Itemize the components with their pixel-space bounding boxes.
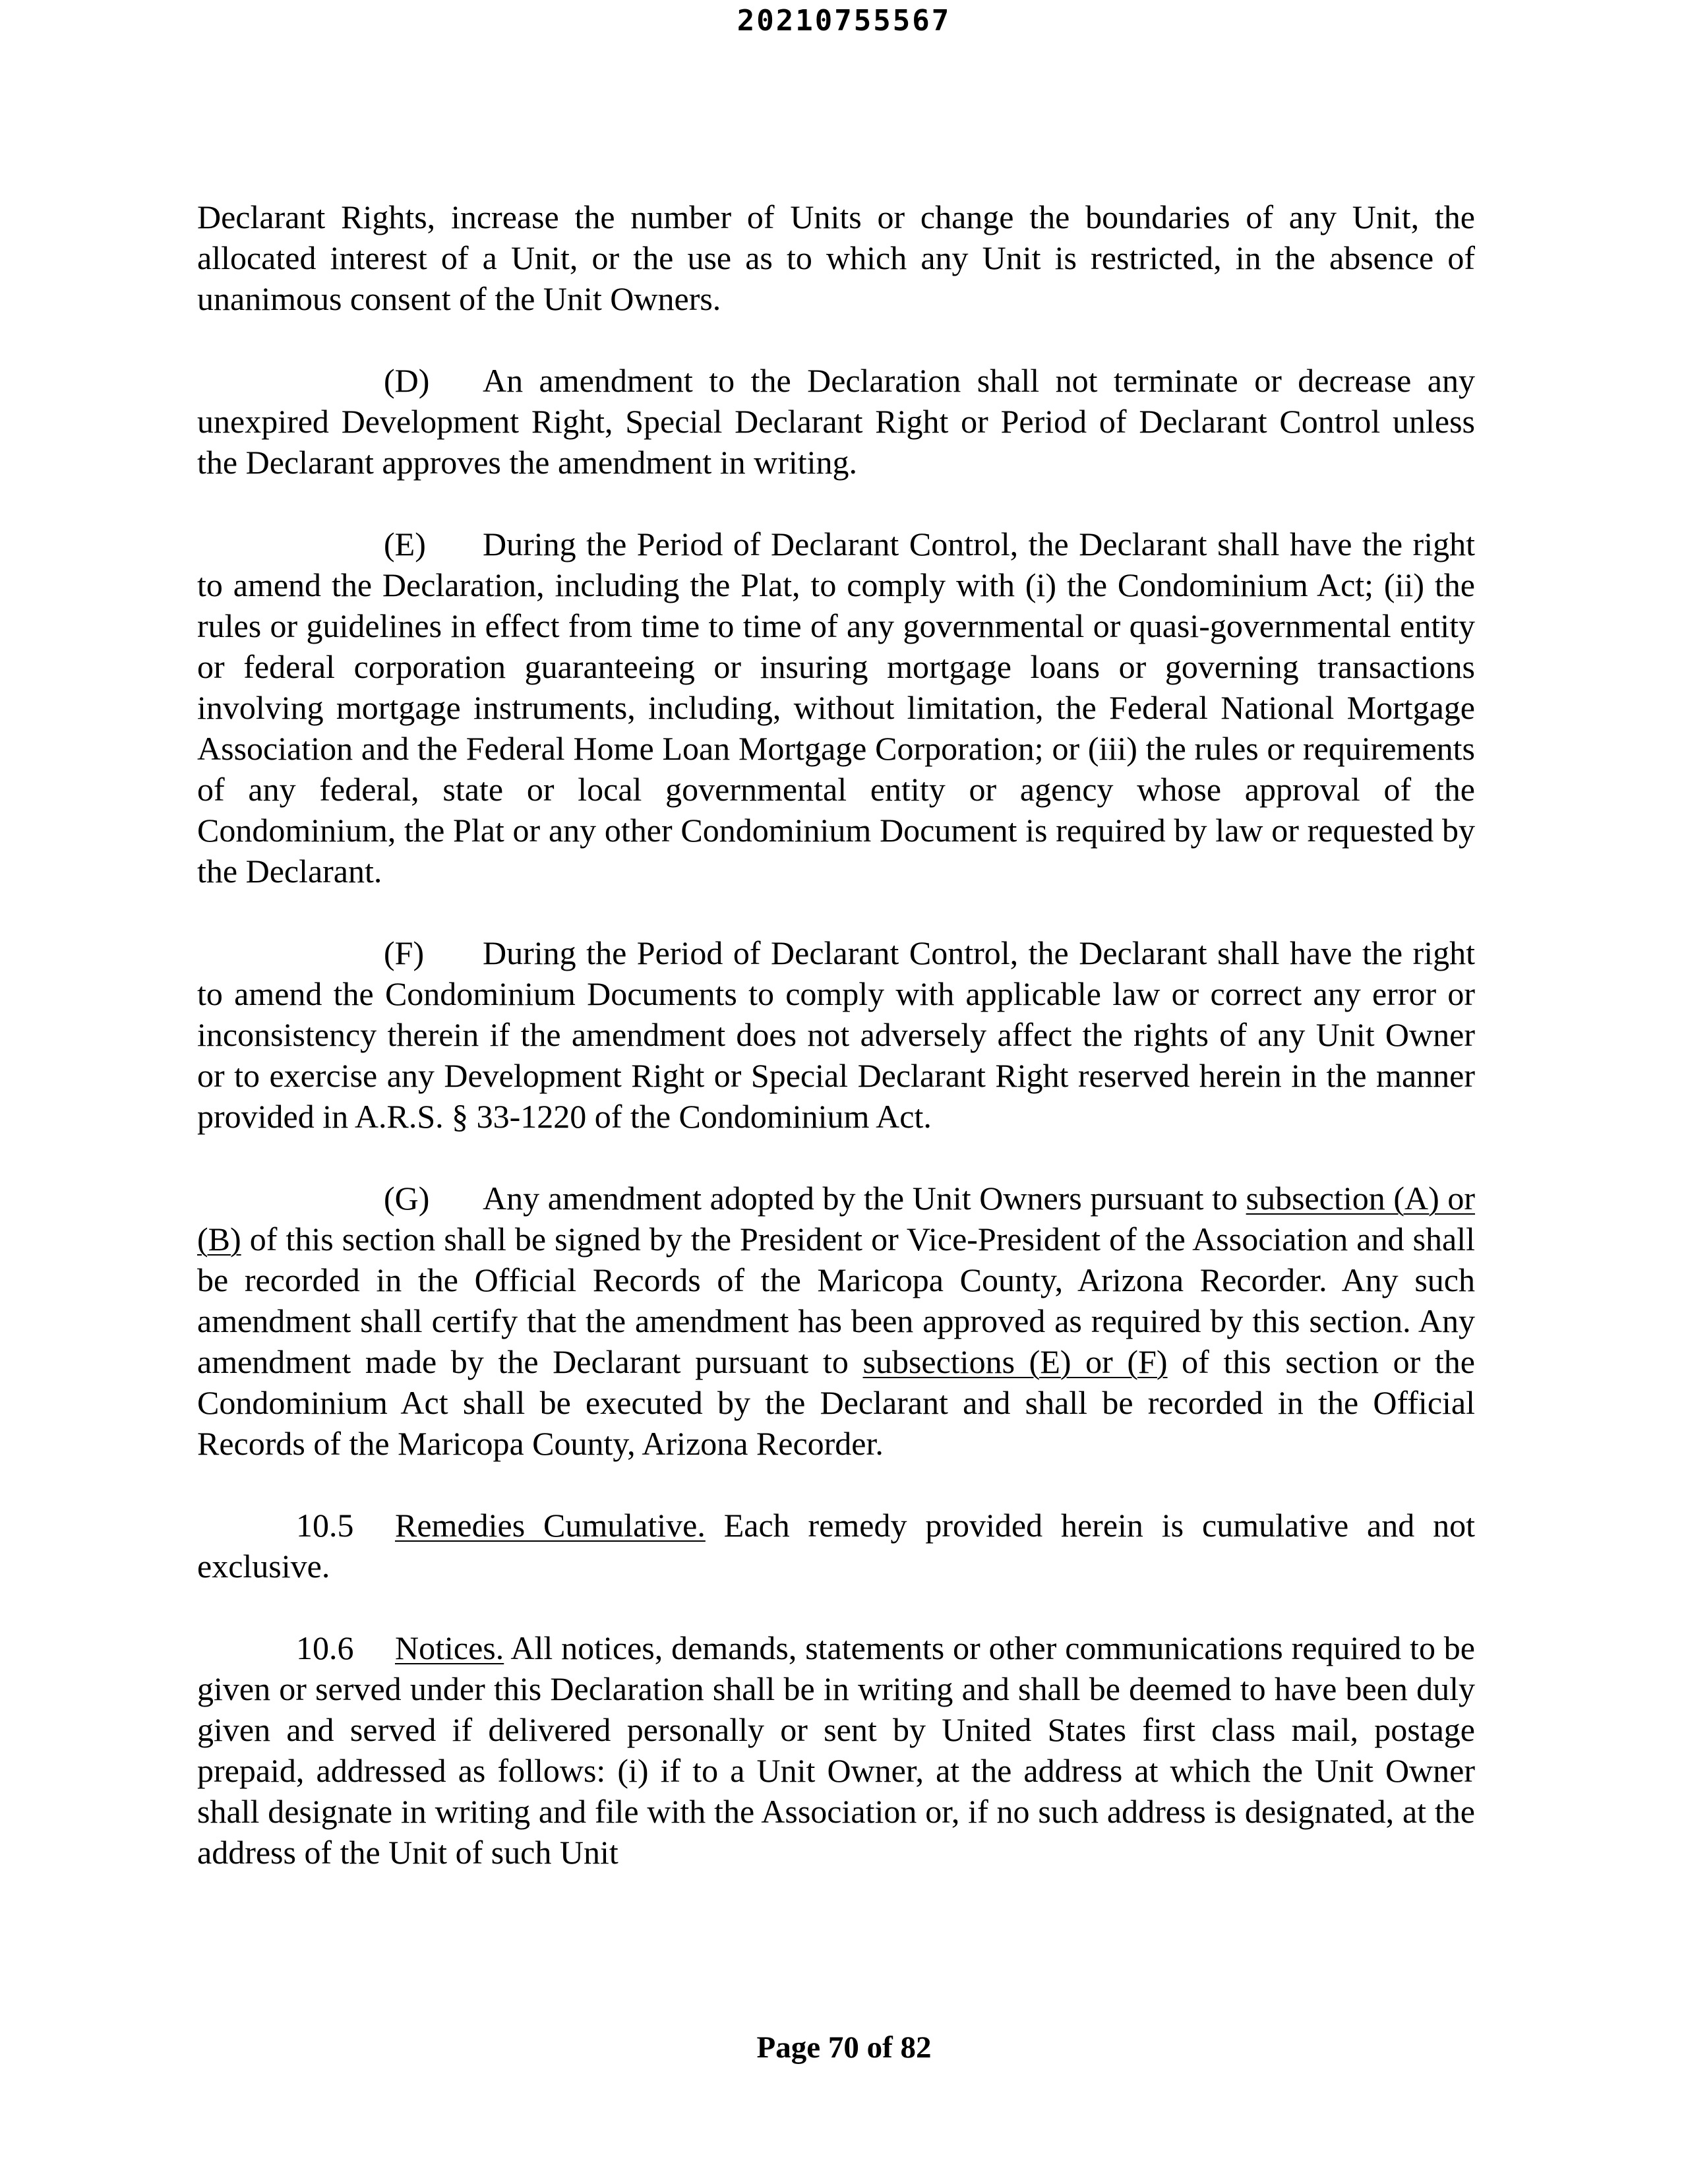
paragraph-d-text: An amendment to the Declaration shall not terminate or decrease any unexpired Development Right, Special Declarant Right or Period of Declarant Control unless the Declarant approves the amendment in writing. bbox=[197, 362, 1475, 481]
paragraph-f-label: (F) bbox=[384, 934, 425, 971]
paragraph-f-text: During the Period of Declarant Control, the Declarant shall have the right to amend the Condominium Documents to comply with applicable law or correct any error or inconsistency therein if the amendment does not adversely affect the rights of any Unit Owner or to exercise any Development Right or Special Declarant Right reserved herein in the manner provided in A.R.S. § 33-1220 of the Condominium Act. bbox=[197, 934, 1475, 1135]
paragraph-e-label: (E) bbox=[384, 526, 426, 562]
paragraph-continued: Declarant Rights, increase the number of Units or change the boundaries of any Unit, the allocated interest of a Unit, or the use as to which any Unit is restricted, in the absence of unanimous consent of the Unit Owners. bbox=[197, 198, 1475, 317]
paragraph-e-text: During the Period of Declarant Control, the Declarant shall have the right to amend the Declaration, including the Plat, to comply with (i) the Condominium Act; (ii) the rules or guidelines in effect from time to time of any governmental or quasi-governmental entity or federal corporation guaranteeing or insuring mortgage loans or governing transactions involving mortgage instruments, including, without limitation, the Federal National Mortgage Association and the Federal Home Loan Mortgage Corporation; or (iii) the rules or requirements of any federal, state or local governmental entity or agency whose approval of the Condominium, the Plat or any other Condominium Document is required by law or requested by the Declarant. bbox=[197, 526, 1475, 890]
section-10-5-text: Each remedy provided herein is cumulative and not exclusive. bbox=[197, 1507, 1476, 1585]
section-10-5 bbox=[197, 1505, 1475, 1587]
paragraph-g bbox=[197, 1178, 1475, 1464]
subsection-e-f-reference: subsections (E) or (F) bbox=[862, 1343, 1168, 1380]
recording-number: 20210755567 bbox=[737, 4, 951, 38]
paragraph-g-label: (G) bbox=[384, 1180, 430, 1217]
paragraph-d bbox=[197, 360, 1475, 483]
document-body bbox=[197, 197, 1475, 1873]
section-10-6-number: 10.6 bbox=[296, 1629, 354, 1666]
subsection-a-b-reference: subsection (A) or (B) bbox=[197, 1180, 1475, 1258]
paragraph-f bbox=[197, 932, 1475, 1137]
section-10-6 bbox=[197, 1627, 1475, 1873]
section-10-6-title: Notices. bbox=[395, 1629, 504, 1666]
paragraph-g-text-2: of this section shall be signed by the President or Vice-President of the Association and shall be recorded in the Official Records of the Maricopa County, Arizona Recorder. Any such amendment shall certify that the amendment has been approved as required by this section. Any amendment made by the Declarant pursuant to bbox=[197, 1221, 1475, 1380]
section-10-5-number: 10.5 bbox=[296, 1507, 354, 1544]
paragraph-g-text-3: of this section or the Condominium Act shall be executed by the Declarant and shall be recorded in the Official Records of the Maricopa County, Arizona Recorder. bbox=[197, 1343, 1475, 1462]
paragraph-g-text-1: Any amendment adopted by the Unit Owners pursuant to bbox=[483, 1180, 1246, 1217]
paragraph-e bbox=[197, 524, 1475, 892]
section-10-6-text: All notices, demands, statements or other communications required to be given or served under this Declaration shall be in writing and shall be deemed to have been duly given and served if delivered personally or sent by United States first class mail, postage prepaid, addressed as follows: (i) if to a Unit Owner, at the address at which the Unit Owner shall designate in writing and file with the Association or, if no such address is designated, at the address of the Unit of such Unit bbox=[197, 1629, 1475, 1871]
section-10-5-title: Remedies Cumulative. bbox=[395, 1507, 706, 1544]
paragraph-d-label: (D) bbox=[384, 362, 430, 399]
page-number: Page 70 of 82 bbox=[756, 2030, 932, 2065]
